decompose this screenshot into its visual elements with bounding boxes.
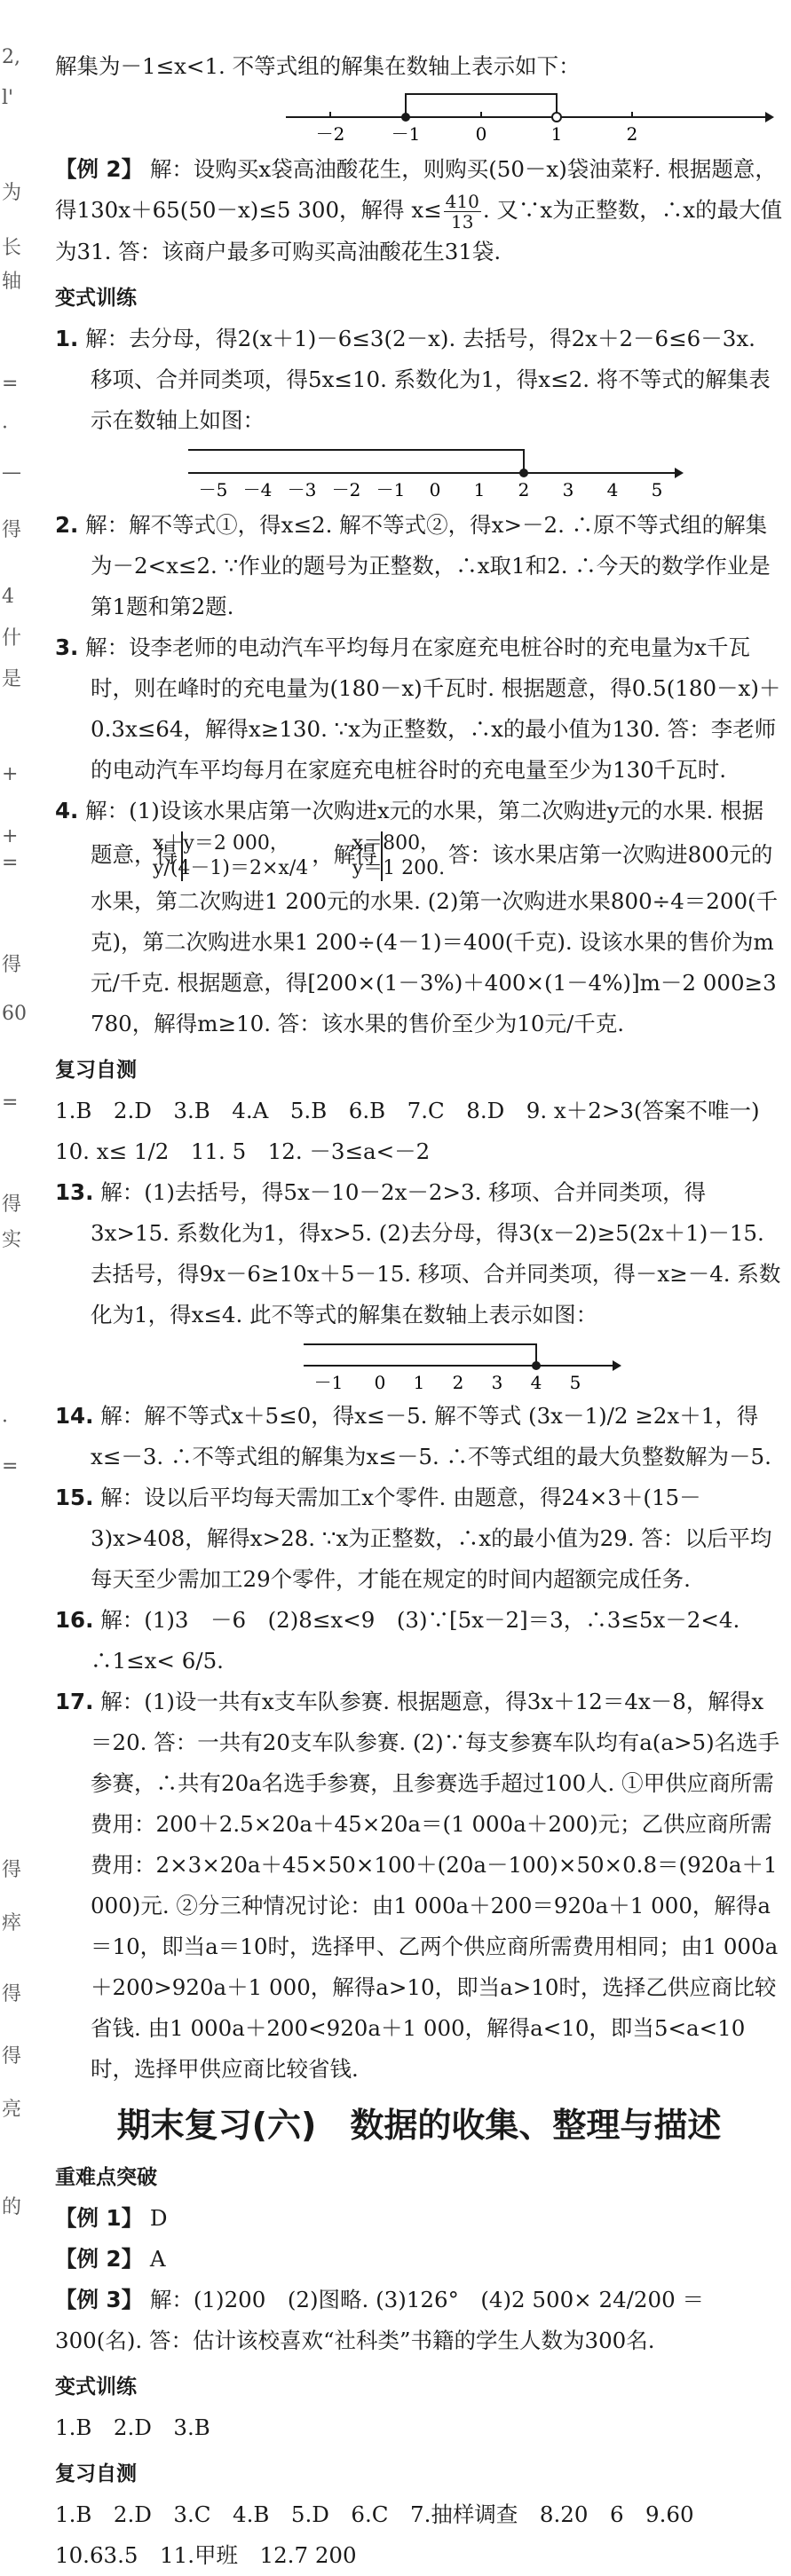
tick-label: －4 <box>242 479 273 500</box>
tick-label: －2 <box>315 123 345 145</box>
equation-system-1 <box>153 831 309 881</box>
open-endpoint <box>552 113 561 122</box>
number-line-2 <box>188 445 685 501</box>
section-heading-review-2: 复习自测 <box>55 2462 137 2485</box>
review-item-17 <box>55 1682 783 2090</box>
item-text: 解：设以后平均每天需加工x个零件. 由题意，得24×3＋(15－3)x>408，解得x>28. ∵x为正整数，∴x的最小值为29. 答：以后平均每天至少需加工29个零件，才能在规定的时间内超额完成任务. <box>91 1485 772 1592</box>
margin-fragment: l' <box>2 87 14 109</box>
item-number: 3. <box>55 634 79 660</box>
number-line-1 <box>277 91 774 146</box>
answer-page <box>55 46 783 2576</box>
review-item-15 <box>55 1477 783 1600</box>
section-heading-review: 复习自测 <box>55 1059 137 1082</box>
item-text: 解：解不等式x＋5≤0，得x≤－5. 解不等式 (3x－1)/2 ≥2x＋1，得x≤－3. ∴不等式组的解集为x≤－5. ∴不等式组的最大负整数解为－5. <box>91 1403 771 1469</box>
example-3-solution <box>55 2280 783 2361</box>
item-number: 17. <box>55 1689 94 1714</box>
section-heading-variant-training: 变式训练 <box>55 287 137 310</box>
chapter-title: 期末复习(六) 数据的收集、整理与描述 <box>116 2106 722 2145</box>
margin-fragment: = <box>2 373 19 395</box>
equation: y＝1 200. <box>352 857 446 879</box>
tick-label: 1 <box>413 1372 425 1392</box>
item-text: 解：(1)3 －6 (2)8≤x<9 (3)∵[5x－2]＝3，∴3≤5x－2<4. ∴1≤x< 6/5. <box>91 1607 740 1674</box>
variant-item-1 <box>55 319 783 441</box>
item-text: 解：(1)设一共有x支车队参赛. 根据题意，得3x＋12＝4x－8，解得x＝20. 答：一共有20支车队参赛. (2)∵每支参赛车队均有a(a>5)名选手参赛，∴共有20a名选手参赛，且参赛选手超过100人. ①甲供应商所需费用：200＋2.5×20a＋45×20a＝(1 000a＋200)元；乙供应商所需费用：2×3×20a＋45×50×100＋(20a－100)×50×0.8＝(920a＋1 000)元. ②分三种情况讨论：由1 000a＋200＝920a＋1 000，解得a＝10，即当a＝10时，选择甲、乙两个供应商所需费用相同；由1 000a＋200>920a＋1 000，解得a>10，即当a>10时，选择乙供应商比较省钱. 由1 000a＋200<920a＋1 000，解得a<10，即当5<a<10时，选择甲供应商比较省钱. <box>91 1689 780 2082</box>
margin-fragment: 得 <box>2 1193 22 1216</box>
example-2-text-a: 解：设购买x袋高油酸花生，则购买(50－x)袋油菜籽. 根据题意，得130x＋65(50－x)≤5 300，解得 x≤ <box>55 156 777 223</box>
example-label: 【例 1】 <box>55 2205 144 2231</box>
tick-label: 0 <box>475 123 487 145</box>
margin-fragment: = <box>2 852 19 874</box>
tick-label: 2 <box>518 479 530 500</box>
tick-label: －2 <box>331 479 361 500</box>
item-number: 15. <box>55 1485 94 1510</box>
item-text: 解：去分母，得2(x＋1)－6≤3(2－x). 去括号，得2x＋2－6≤6－3x. 移项、合并同类项，得5x≤10. 系数化为1，得x≤2. 将不等式的解集表示在数轴上如图： <box>85 326 771 433</box>
margin-fragment: 为 <box>2 182 22 204</box>
fraction <box>444 192 481 232</box>
margin-fragment: 4 <box>2 586 14 608</box>
equation-system-2 <box>352 831 446 881</box>
item-text-mid: ，解得 <box>312 841 377 868</box>
fraction-numerator: 410 <box>445 191 479 212</box>
tick-label: 2 <box>452 1372 464 1392</box>
item-text: 解：解不等式①，得x≤2. 解不等式②，得x>－2. ∴原不等式组的解集为－2<x≤2. ∵作业的题号为正整数，∴x取1和2. ∴今天的数学作业是第1题和第2题. <box>85 512 771 619</box>
margin-fragment: + <box>2 763 19 785</box>
margin-fragment: 得 <box>2 2045 22 2068</box>
tick-label: 5 <box>651 479 663 500</box>
example-1-answer <box>55 2198 783 2239</box>
variant-item-4 <box>55 791 783 1044</box>
variant-item-2 <box>55 505 783 627</box>
item-text-b: 答：该水果店第一次购进800元的水果，第二次购进1 200元的水果. (2)第一次购进水果800÷4＝200(千克)，第二次购进水果1 200÷(4－1)＝400(千克). 设该水果的售价为m元/千克. 根据题意，得[200×(1－3%)＋400×(1－4%)]m－2 000≥3 780，解得m≥10. 答：该水果的售价至少为10元/千克. <box>91 841 779 1036</box>
example-2-answer <box>55 2239 783 2280</box>
margin-fragment: 的 <box>2 2196 22 2218</box>
margin-fragment: 得 <box>2 519 22 541</box>
margin-fragment: — <box>2 461 21 484</box>
review-answers-line-2: 10.63.5 11.甲班 12.7 200 <box>55 2542 357 2568</box>
left-margin-fragments <box>0 0 25 2276</box>
margin-fragment: 什 <box>2 627 22 650</box>
margin-fragment: 瘁 <box>2 1912 22 1934</box>
margin-fragment: = <box>2 1091 19 1114</box>
fraction-denominator: 13 <box>451 211 474 232</box>
margin-fragment: + <box>2 825 19 847</box>
margin-fragment: 得 <box>2 1859 22 1881</box>
closed-endpoint <box>532 1361 541 1370</box>
tick-label: －3 <box>287 479 317 500</box>
example-2-solution <box>55 149 783 272</box>
example-label: 【例 3】 <box>55 2287 144 2312</box>
tick-label: 0 <box>429 479 441 500</box>
item-text: 解：(1)去括号，得5x－10－2x－2>3. 移项、合并同类项，得3x>15. 系数化为1，得x>5. (2)去分母，得3(x－2)≥5(2x＋1)－15. 去括号，得9x－6≥10x＋5－15. 移项、合并同类项，得－x≥－4. 系数化为1，得x≤4. 此不等式的解集在数轴上表示如图： <box>91 1179 781 1327</box>
equation: y/(4－1)＝2×x/4 <box>153 857 309 879</box>
answer-value: D <box>149 2205 168 2231</box>
example-label: 【例 2】 <box>55 156 144 182</box>
item-number: 13. <box>55 1179 94 1205</box>
item-number: 2. <box>55 512 79 538</box>
solution-ray <box>304 1344 536 1366</box>
margin-fragment: 实 <box>2 1229 22 1251</box>
tick-label: －1 <box>391 123 421 145</box>
margin-fragment: 60 <box>2 1003 27 1025</box>
item-text-a: 解：(1)设该水果店第一次购进x元的水果，第二次购进y元的水果. 根据题意，得 <box>85 798 764 868</box>
variant-item-3 <box>55 627 783 791</box>
margin-fragment: 得 <box>2 954 22 976</box>
example-label: 【例 2】 <box>55 2246 144 2272</box>
section-heading-key-points: 重难点突破 <box>55 2166 157 2189</box>
tick-label: 3 <box>491 1372 503 1392</box>
review-answers-line: 1.B 2.D 3.B 4.A 5.B 6.B 7.C 8.D 9. x＋2>3(答案不唯一) 10. x≤ 1/2 11. 5 12. －3≤a<－2 <box>55 1098 782 1164</box>
section-heading-variant-training-2: 变式训练 <box>55 2375 137 2399</box>
margin-fragment: · <box>2 1411 8 1433</box>
margin-fragment: 轴 <box>2 271 22 293</box>
tick-label: －1 <box>313 1372 344 1392</box>
tick-label: 4 <box>606 479 619 500</box>
tick-label: 5 <box>569 1372 581 1392</box>
margin-fragment: 长 <box>2 237 22 259</box>
tick-label: 3 <box>562 479 574 500</box>
tick-label: 4 <box>530 1372 542 1392</box>
solution-set-line: 解集为－1≤x<1. 不等式组的解集在数轴上表示如下： <box>55 53 581 79</box>
example-3-text: 解：(1)200 (2)图略. (3)126° (4)2 500× 24/200 ＝300(名). 答：估计该校喜欢“社科类”书籍的学生人数为300名. <box>55 2287 704 2353</box>
variant-answers-line: 1.B 2.D 3.B <box>55 2415 210 2440</box>
item-number: 14. <box>55 1403 94 1429</box>
closed-endpoint <box>519 469 528 477</box>
item-text: 解：设李老师的电动汽车平均每月在家庭充电桩谷时的充电量为x千瓦时，则在峰时的充电量为(180－x)千瓦时. 根据题意，得0.5(180－x)＋0.3x≤64，解得x≥130. ∵x为正整数，∴x的最小值为130. 答：李老师的电动汽车平均每月在家庭充电桩谷时的充电量至少为130千瓦时. <box>85 634 781 783</box>
equation: x＋y＝2 000， <box>153 832 289 855</box>
tick-label: －1 <box>376 479 406 500</box>
item-number: 16. <box>55 1607 94 1633</box>
closed-endpoint <box>401 113 410 122</box>
margin-fragment: 亮 <box>2 2099 22 2121</box>
item-number: 1. <box>55 326 79 351</box>
item-number: 4. <box>55 798 79 823</box>
tick-label: 0 <box>374 1372 386 1392</box>
example-2-text-b: . 又∵x为正整数，∴x的最大值为31. 答：该商户最多可购买高油酸花生31袋. <box>55 197 783 264</box>
review-item-14 <box>55 1396 783 1477</box>
review-item-16 <box>55 1600 783 1682</box>
review-answers-line-1: 1.B 2.D 3.C 4.B 5.D 6.C 7.抽样调查 8.20 6 9.60 <box>55 2501 694 2527</box>
number-line-3 <box>304 1339 623 1392</box>
margin-fragment: · <box>2 417 8 439</box>
equation: x＝800， <box>352 832 440 855</box>
margin-fragment: = <box>2 1455 19 1477</box>
tick-label: 1 <box>550 123 563 145</box>
review-item-13 <box>55 1172 783 1335</box>
margin-fragment: 2, <box>2 46 20 68</box>
tick-label: 2 <box>626 123 638 145</box>
tick-label: －5 <box>198 479 228 500</box>
solution-ray <box>188 450 524 473</box>
tick-label: 1 <box>473 479 486 500</box>
margin-fragment: 得 <box>2 1983 22 2005</box>
margin-fragment: 是 <box>2 668 22 690</box>
answer-value: A <box>149 2246 166 2272</box>
